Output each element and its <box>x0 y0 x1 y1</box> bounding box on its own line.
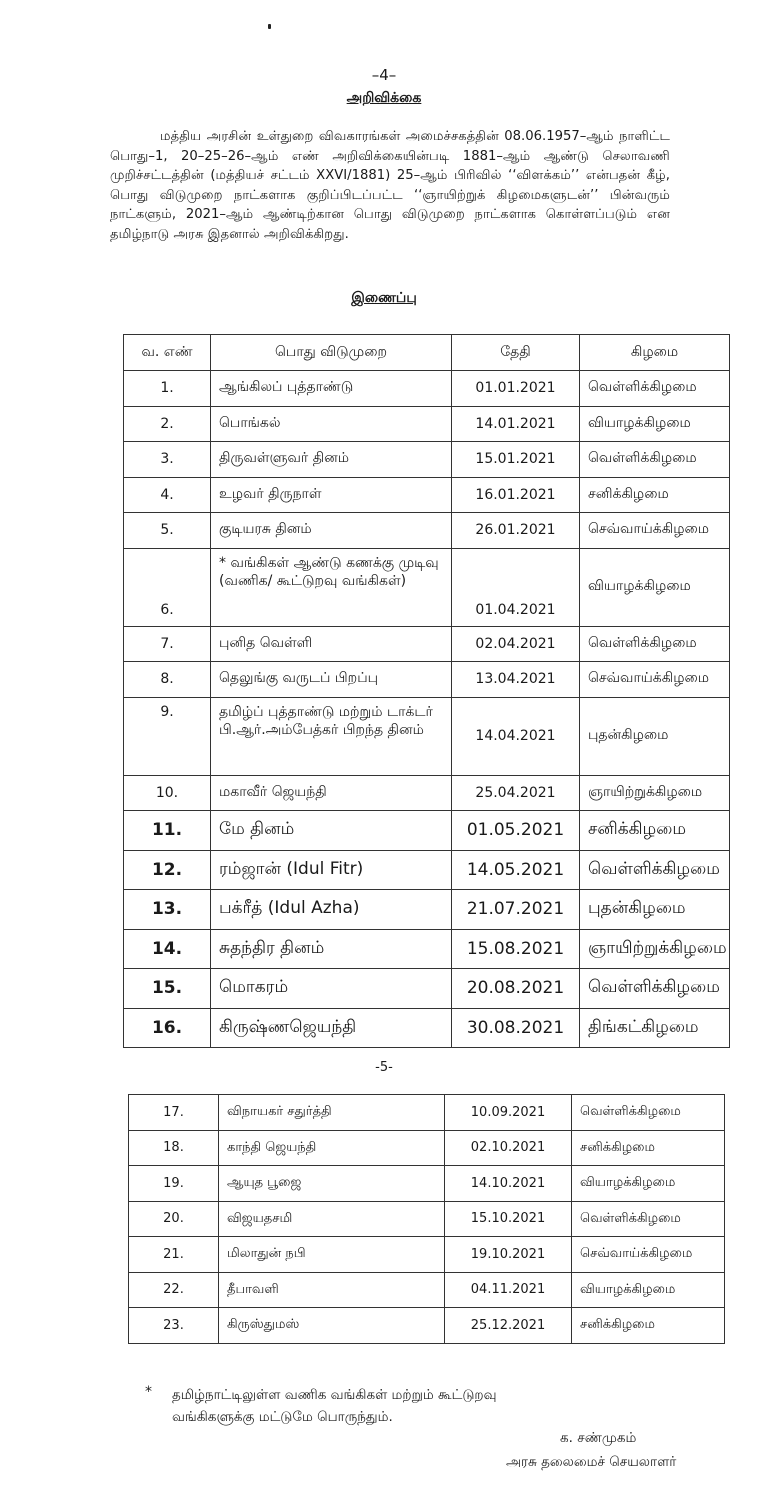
row-holiday-name: ஆயுத பூஜை <box>219 1166 445 1202</box>
row-holiday-name: தமிழ்ப் புத்தாண்டு மற்றும் டாக்டர் பி.ஆர்.அம்பேத்கர் பிறந்த தினம் <box>211 697 452 775</box>
row-day: வெள்ளிக்கிழமை <box>572 1095 725 1131</box>
holiday-table-page-5 <box>128 1094 725 1344</box>
table-row <box>124 850 730 890</box>
header-date: தேதி <box>452 335 580 371</box>
row-day: செவ்வாய்க்கிழமை <box>572 1237 725 1273</box>
table-row <box>124 371 730 407</box>
row-serial-no: 21. <box>129 1237 219 1273</box>
table-row <box>124 775 730 811</box>
footnote-text: தமிழ்நாட்டிலுள்ள வணிக வங்கிகள் மற்றும் கூட்டுறவு வங்கிகளுக்கு மட்டுமே பொருந்தும். <box>172 1387 497 1425</box>
row-date: 14.01.2021 <box>452 406 580 442</box>
row-holiday-name: திருவள்ளுவர் தினம் <box>211 442 452 478</box>
table-row <box>124 1008 730 1048</box>
row-date: 26.01.2021 <box>452 513 580 549</box>
row-day: செவ்வாய்க்கிழமை <box>580 662 730 698</box>
row-serial-no: 6. <box>124 548 211 626</box>
table-row <box>129 1095 725 1131</box>
row-date: 19.10.2021 <box>445 1237 572 1273</box>
annex-title <box>0 290 768 308</box>
row-day: திங்கட்கிழமை <box>580 1008 730 1048</box>
row-holiday-name: காந்தி ஜெயந்தி <box>219 1130 445 1166</box>
table-row <box>124 662 730 698</box>
row-date: 10.09.2021 <box>445 1095 572 1131</box>
row-holiday-name: தெலுங்கு வருடப் பிறப்பு <box>211 662 452 698</box>
row-date: 25.12.2021 <box>445 1308 572 1344</box>
table-row <box>124 442 730 478</box>
row-serial-no: 18. <box>129 1130 219 1166</box>
table-row <box>129 1308 725 1344</box>
row-date: 14.05.2021 <box>452 850 580 890</box>
row-holiday-name: கிருஸ்துமஸ் <box>219 1308 445 1344</box>
row-date: 15.10.2021 <box>445 1201 572 1237</box>
row-holiday-name: மிலாதுன் நபி <box>219 1237 445 1273</box>
table-row <box>124 477 730 513</box>
row-day: புதன்கிழமை <box>580 890 730 930</box>
header-holiday: பொது விடுமுறை <box>211 335 452 371</box>
notification-paragraph: மத்திய அரசின் உள்துறை விவகாரங்கள் அமைச்சகத்தின் 08.06.1957–ஆம் நாளிட்ட பொது–1, 20–25–26–ஆம் எண் அறிவிக்கையின்படி 1881–ஆம் ஆண்டு செலாவணி முறிச்சட்டத்தின் (மத்தியச் சட்டம் XXVI/1881) 25–ஆம் பிரிவில் ‘‘விளக்கம்’’ என்பதன் கீழ், பொது விடுமுறை நாட்களாக குறிப்பிடப்பட்ட ‘‘ஞாயிற்றுக் கிழமைகளுடன்’’ பின்வரும் நாட்களும், 2021–ஆம் ஆண்டிற்கான பொது விடுமுறை நாட்களாக கொள்ளப்படும் என தமிழ்நாடு அரசு இதனால் அறிவிக்கிறது. <box>110 129 670 242</box>
row-holiday-name: மொகரம் <box>211 969 452 1009</box>
header-serial-no: வ. எண் <box>124 335 211 371</box>
row-holiday-name: குடியரசு தினம் <box>211 513 452 549</box>
page-number: –4– <box>371 66 397 84</box>
row-date: 13.04.2021 <box>452 662 580 698</box>
table-row <box>129 1201 725 1237</box>
row-serial-no: 15. <box>124 969 211 1009</box>
table-row <box>129 1130 725 1166</box>
scan-speck <box>268 24 271 29</box>
signatory-title: அரசு தலைமைச் செயலாளர் <box>506 1454 677 1470</box>
row-date: 20.08.2021 <box>452 969 580 1009</box>
table-row <box>129 1166 725 1202</box>
row-serial-no: 3. <box>124 442 211 478</box>
table-row <box>129 1237 725 1273</box>
row-holiday-name: பக்ரீத் (Idul Azha) <box>211 890 452 930</box>
footnote-marker: * <box>145 1384 152 1400</box>
row-serial-no: 11. <box>124 811 211 851</box>
row-date: 15.08.2021 <box>452 929 580 969</box>
row-holiday-name: விநாயகர் சதுர்த்தி <box>219 1095 445 1131</box>
row-holiday-name: புனித வெள்ளி <box>211 626 452 662</box>
table-row <box>124 697 730 775</box>
document-title <box>0 90 768 108</box>
row-holiday-name: தீபாவளி <box>219 1272 445 1308</box>
row-holiday-name: ஆங்கிலப் புத்தாண்டு <box>211 371 452 407</box>
row-day: சனிக்கிழமை <box>572 1308 725 1344</box>
table-row <box>124 929 730 969</box>
row-day: வெள்ளிக்கிழமை <box>580 850 730 890</box>
row-serial-no: 10. <box>124 775 211 811</box>
table-row <box>129 1272 725 1308</box>
row-serial-no: 4. <box>124 477 211 513</box>
table-row <box>124 513 730 549</box>
row-serial-no: 20. <box>129 1201 219 1237</box>
row-serial-no: 19. <box>129 1166 219 1202</box>
row-holiday-name: விஜயதசமி <box>219 1201 445 1237</box>
row-day: புதன்கிழமை <box>580 697 730 775</box>
row-date: 30.08.2021 <box>452 1008 580 1048</box>
row-date: 02.04.2021 <box>452 626 580 662</box>
document-title-text: அறிவிக்கை <box>346 90 422 106</box>
row-holiday-name: * வங்கிகள் ஆண்டு கணக்கு முடிவு (வணிக/ கூட்டுறவு வங்கிகள்) <box>211 548 452 626</box>
holiday-table-page-4 <box>123 334 730 1048</box>
row-holiday-name: சுதந்திர தினம் <box>211 929 452 969</box>
row-serial-no: 16. <box>124 1008 211 1048</box>
row-date: 02.10.2021 <box>445 1130 572 1166</box>
row-date: 04.11.2021 <box>445 1272 572 1308</box>
row-day: வியாழக்கிழமை <box>572 1166 725 1202</box>
table-row <box>124 969 730 1009</box>
row-day: வியாழக்கிழமை <box>572 1272 725 1308</box>
row-serial-no: 17. <box>129 1095 219 1131</box>
row-serial-no: 1. <box>124 371 211 407</box>
row-day: ஞாயிற்றுக்கிழமை <box>580 775 730 811</box>
row-holiday-name: மே தினம் <box>211 811 452 851</box>
row-serial-no: 5. <box>124 513 211 549</box>
header-day: கிழமை <box>580 335 730 371</box>
row-holiday-name: ரம்ஜான் (Idul Fitr) <box>211 850 452 890</box>
row-holiday-name: பொங்கல் <box>211 406 452 442</box>
row-date: 14.04.2021 <box>452 697 580 775</box>
table-row <box>124 626 730 662</box>
page-break-number: -5- <box>375 1060 393 1075</box>
row-serial-no: 22. <box>129 1272 219 1308</box>
row-day: வெள்ளிக்கிழமை <box>580 969 730 1009</box>
table-row <box>124 811 730 851</box>
row-holiday-name: கிருஷ்ணஜெயந்தி <box>211 1008 452 1048</box>
row-day: சனிக்கிழமை <box>572 1130 725 1166</box>
annex-title-text: இணைப்பு <box>351 290 417 306</box>
row-date: 15.01.2021 <box>452 442 580 478</box>
row-date: 01.05.2021 <box>452 811 580 851</box>
row-serial-no: 12. <box>124 850 211 890</box>
row-serial-no: 7. <box>124 626 211 662</box>
row-day: ஞாயிற்றுக்கிழமை <box>580 929 730 969</box>
table-row <box>124 406 730 442</box>
row-date: 16.01.2021 <box>452 477 580 513</box>
row-holiday-name: மகாவீர் ஜெயந்தி <box>211 775 452 811</box>
table-row <box>124 890 730 930</box>
row-date: 01.04.2021 <box>452 548 580 626</box>
row-serial-no: 14. <box>124 929 211 969</box>
signatory-name: க. சண்முகம் <box>560 1430 637 1446</box>
row-day: சனிக்கிழமை <box>580 477 730 513</box>
row-day: சனிக்கிழமை <box>580 811 730 851</box>
row-day: செவ்வாய்க்கிழமை <box>580 513 730 549</box>
row-serial-no: 9. <box>124 697 211 775</box>
row-serial-no: 2. <box>124 406 211 442</box>
row-day: வெள்ளிக்கிழமை <box>580 371 730 407</box>
row-date: 21.07.2021 <box>452 890 580 930</box>
row-date: 01.01.2021 <box>452 371 580 407</box>
row-date: 25.04.2021 <box>452 775 580 811</box>
row-serial-no: 8. <box>124 662 211 698</box>
row-day: வெள்ளிக்கிழமை <box>572 1201 725 1237</box>
row-holiday-name: உழவர் திருநாள் <box>211 477 452 513</box>
table-header-row <box>124 335 730 371</box>
row-day: வியாழக்கிழமை <box>580 406 730 442</box>
row-date: 14.10.2021 <box>445 1166 572 1202</box>
table-row <box>124 548 730 626</box>
row-serial-no: 23. <box>129 1308 219 1344</box>
row-serial-no: 13. <box>124 890 211 930</box>
row-day: வியாழக்கிழமை <box>580 548 730 626</box>
row-day: வெள்ளிக்கிழமை <box>580 442 730 478</box>
row-day: வெள்ளிக்கிழமை <box>580 626 730 662</box>
